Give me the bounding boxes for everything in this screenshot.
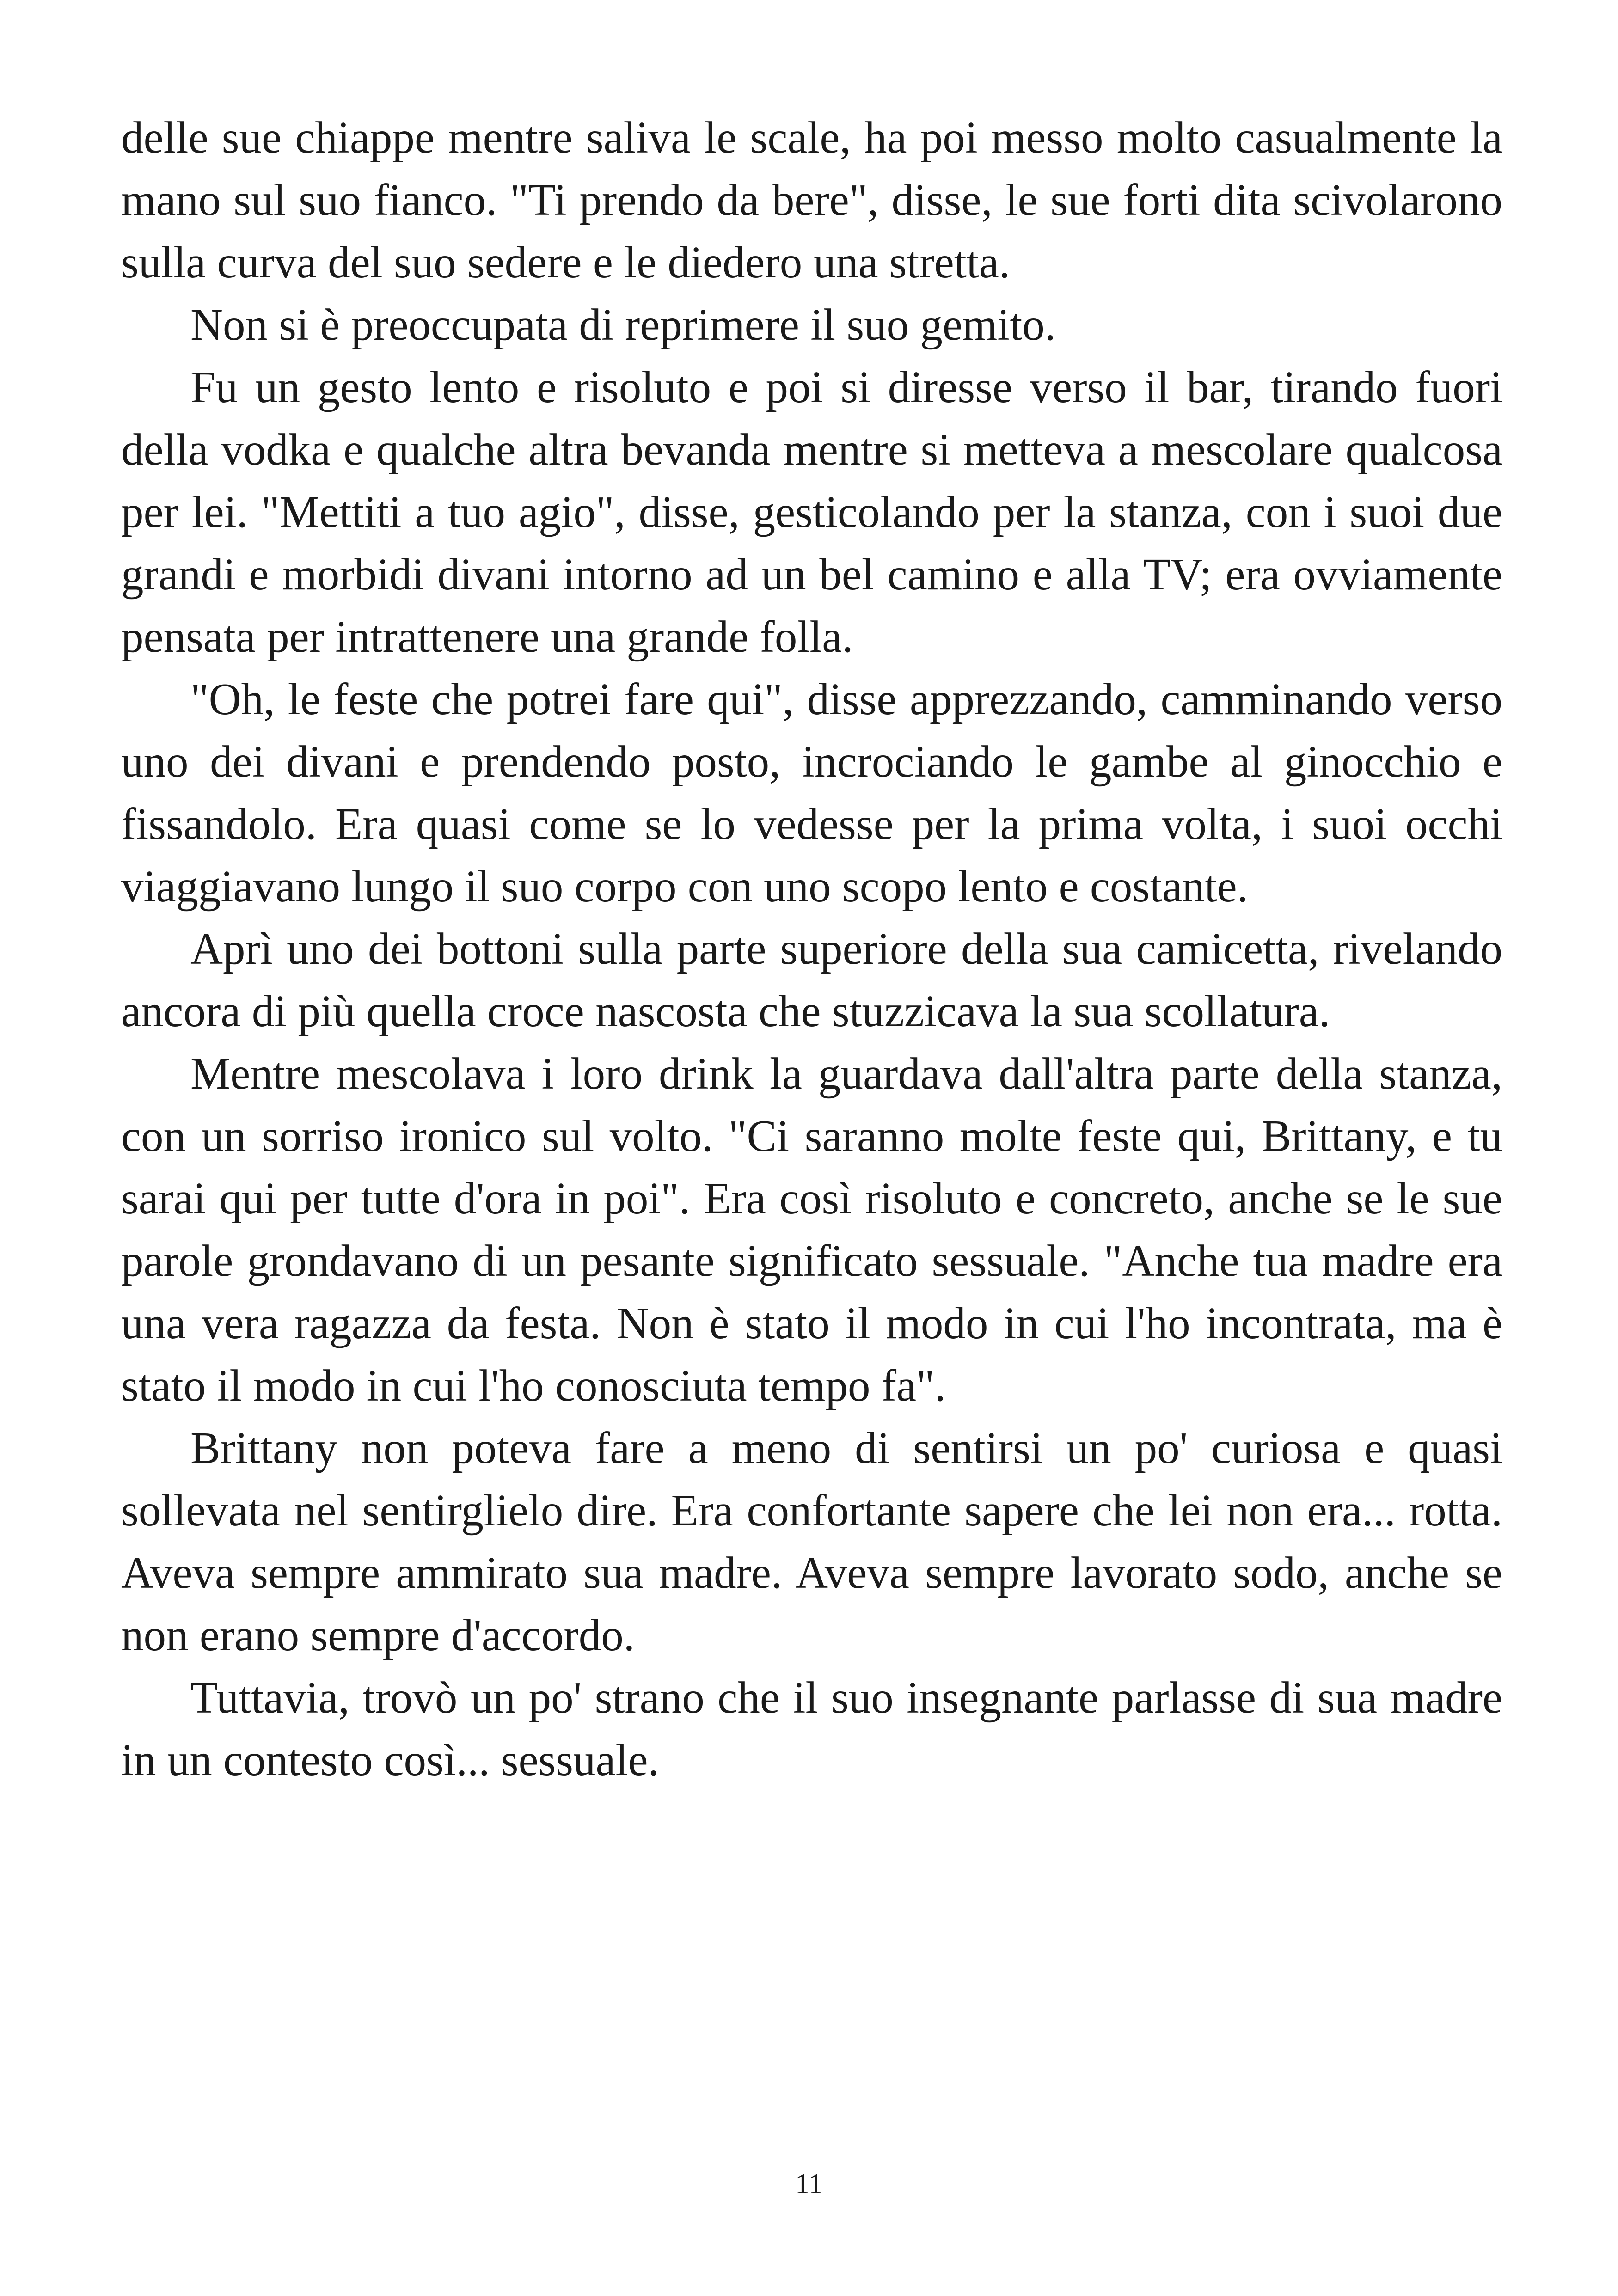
paragraph-3: Fu un gesto lento e risoluto e poi si diresse verso il bar, tirando fuori della vodka e qualche altra bevanda mentre si metteva a mescolare qualcosa per lei. "Mettiti a tuo agio", disse, gesticolando per la stanza, con i suoi due grandi e morbidi divani intorno ad un bel camino e alla TV; era ovviamente pensata per intrattenere una grande folla.: [121, 362, 1502, 661]
paragraph-6: Mentre mescolava i loro drink la guardava dall'altra parte della stanza, con un sorriso ironico sul volto. "Ci saranno molte feste qui, Brittany, e tu sarai qui per tutte d'ora in poi". Era così risoluto e concreto, anche se le sue parole grondavano di un pesante significato sessuale. "Anche tua madre era una vera ragazza da festa. Non è stato il modo in cui l'ho incontrata, ma è stato il modo in cui l'ho conosciuta tempo fa".: [121, 1049, 1502, 1410]
paragraph-5: Aprì uno dei bottoni sulla parte superiore della sua camicetta, rivelando ancora di più quella croce nascosta che stuzzicava la sua scollatura.: [121, 924, 1502, 1036]
paragraph-1: delle sue chiappe mentre saliva le scale, ha poi messo molto casualmente la mano sul suo fianco. "Ti prendo da bere", disse, le sue forti dita scivolarono sulla curva del suo sedere e le diedero una stretta.: [121, 113, 1502, 287]
paragraph-8: Tuttavia, trovò un po' strano che il suo insegnante parlasse di sua madre in un contesto così... sessuale.: [121, 1673, 1502, 1785]
page-body: [121, 106, 1502, 1791]
page-number: 11: [795, 2168, 823, 2200]
paragraph-7: Brittany non poteva fare a meno di sentirsi un po' curiosa e quasi sollevata nel sentirglielo dire. Era confortante sapere che lei non era... rotta. Aveva sempre ammirato sua madre. Aveva sempre lavorato sodo, anche se non erano sempre d'accordo.: [121, 1423, 1502, 1660]
paragraph-4: "Oh, le feste che potrei fare qui", disse apprezzando, camminando verso uno dei divani e prendendo posto, incrociando le gambe al ginocchio e fissandolo. Era quasi come se lo vedesse per la prima volta, i suoi occhi viaggiavano lungo il suo corpo con uno scopo lento e costante.: [121, 674, 1502, 911]
paragraph-2: Non si è preoccupata di reprimere il suo gemito.: [190, 300, 1056, 349]
